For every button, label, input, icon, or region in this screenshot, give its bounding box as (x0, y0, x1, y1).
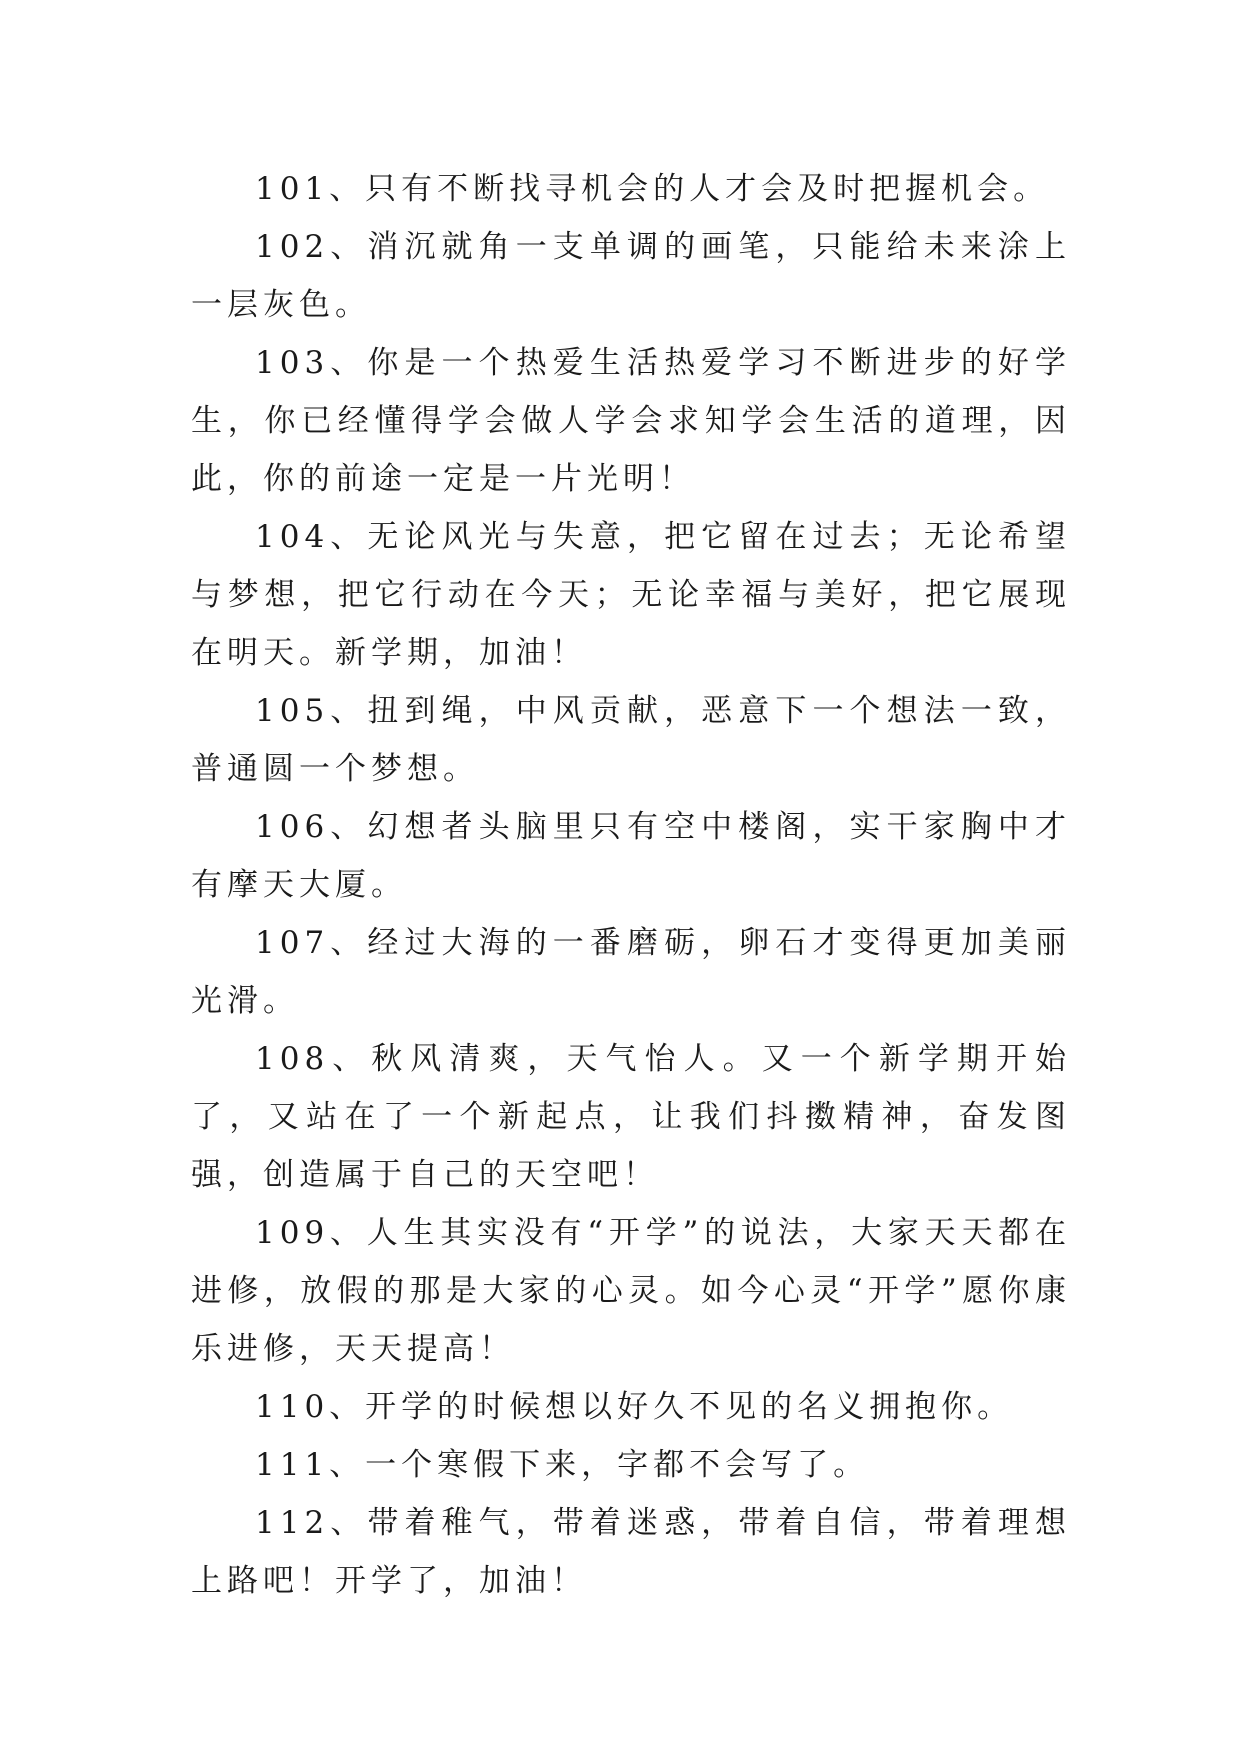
paragraph-107: 107、经过大海的一番磨砺，卵石才变得更加美丽光滑。 (191, 925, 1071, 1019)
paragraph-112: 112、带着稚气，带着迷惑，带着自信，带着理想上路吧！开学了，加油！ (191, 1505, 1071, 1599)
paragraph-110: 110、开学的时候想以好久不见的名义拥抱你。 (255, 1389, 1014, 1425)
paragraph-108: 108、秋风清爽，天气怡人。又一个新学期开始了，又站在了一个新起点，让我们抖擞精神，奋发图强，创造属于自己的天空吧！ (191, 1041, 1071, 1193)
paragraph-111: 111、一个寒假下来，字都不会写了。 (255, 1447, 870, 1483)
paragraph-101: 101、只有不断找寻机会的人才会及时把握机会。 (255, 171, 1050, 207)
paragraph-109: 109、人生其实没有“开学”的说法，大家天天都在进修，放假的那是大家的心灵。如今心灵“开学”愿你康乐进修，天天提高！ (191, 1215, 1071, 1367)
paragraph-106: 106、幻想者头脑里只有空中楼阁，实干家胸中才有摩天大厦。 (191, 809, 1071, 903)
paragraph-102: 102、消沉就角一支单调的画笔，只能给未来涂上一层灰色。 (191, 229, 1071, 323)
paragraph-104: 104、无论风光与失意，把它留在过去；无论希望与梦想，把它行动在今天；无论幸福与美好，把它展现在明天。新学期，加油！ (191, 519, 1071, 671)
paragraph-103: 103、你是一个热爱生活热爱学习不断进步的好学生，你已经懂得学会做人学会求知学会生活的道理，因此，你的前途一定是一片光明！ (191, 345, 1071, 497)
document-body (191, 160, 1071, 1610)
paragraph-105: 105、扭到绳，中风贡献，恶意下一个想法一致，普通圆一个梦想。 (191, 693, 1071, 787)
